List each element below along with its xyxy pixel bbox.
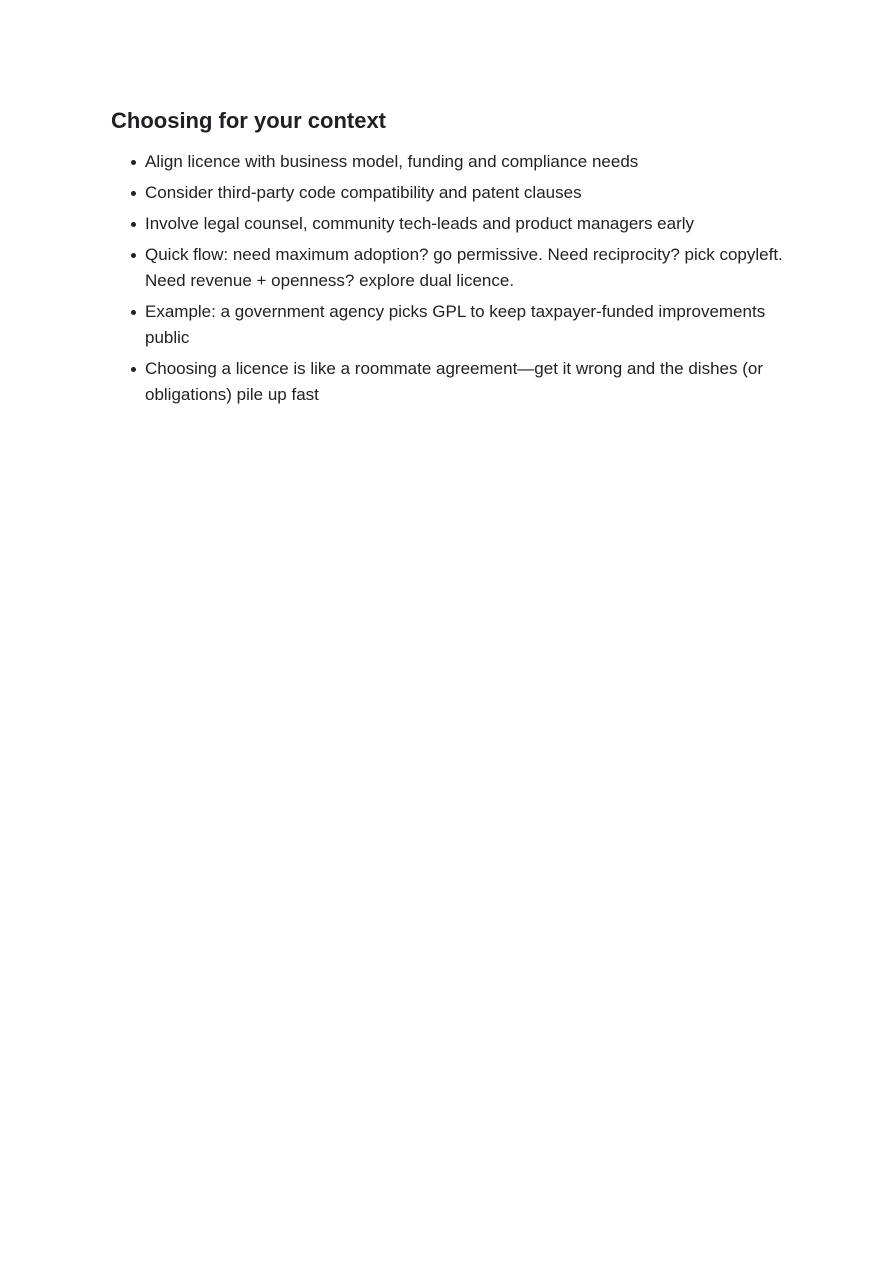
bullet-list: [111, 149, 791, 408]
list-item-text: Choosing a licence is like a roommate agreement—get it wrong and the dishes (or obligations) pile up fast: [145, 359, 763, 404]
list-item: [145, 149, 791, 175]
section-content: [111, 107, 791, 413]
list-item: [145, 299, 791, 351]
list-item-text: Align licence with business model, funding and compliance needs: [145, 152, 639, 171]
list-item: [145, 242, 791, 294]
bullet-icon: [131, 310, 136, 315]
list-item-text: Consider third-party code compatibility and patent clauses: [145, 183, 582, 202]
list-item: [145, 180, 791, 206]
list-item-text: Example: a government agency picks GPL to keep taxpayer-funded improvements public: [145, 302, 766, 347]
section-title: Choosing for your context: [111, 108, 386, 133]
list-item-text: Quick flow: need maximum adoption? go permissive. Need reciprocity? pick copyleft. Need revenue + openness? explore dual licence.: [145, 245, 783, 290]
bullet-icon: [131, 222, 136, 227]
bullet-icon: [131, 253, 136, 258]
bullet-icon: [131, 160, 136, 165]
list-item: [145, 356, 791, 408]
list-item-text: Involve legal counsel, community tech-leads and product managers early: [145, 214, 695, 233]
list-item: [145, 211, 791, 237]
bullet-icon: [131, 367, 136, 372]
bullet-icon: [131, 191, 136, 196]
